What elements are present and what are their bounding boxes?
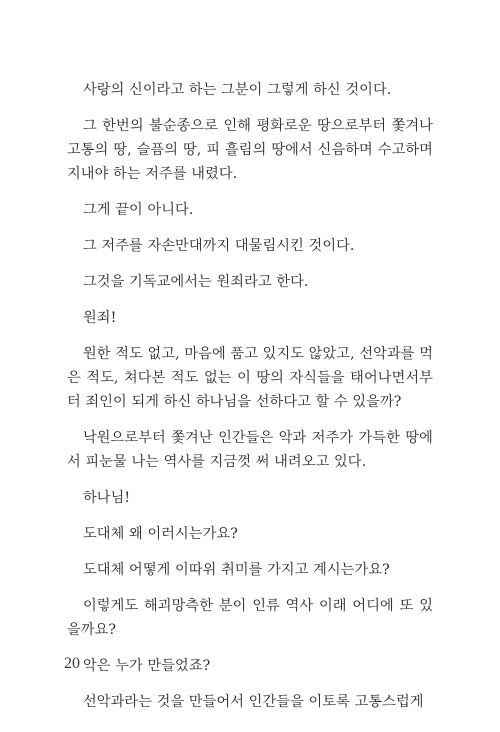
paragraph: 악은 누가 만들었죠? xyxy=(83,658,211,674)
paragraph: 사랑의 신이라고 하는 그분이 그렇게 하신 것이다. xyxy=(83,82,392,98)
paragraph: 하나님! xyxy=(83,490,131,506)
paragraph: 그게 끝이 아니다. xyxy=(83,202,194,218)
paragraph: 그 저주를 자손만대까지 대물림시킨 것이다. xyxy=(83,238,355,254)
paragraph: 낙원으로부터 쫓겨난 인간들은 악과 저주가 가득한 땅에서 피눈물 나는 역사를 지금껏 써 내려오고 있다. xyxy=(67,430,433,470)
paragraph: 선악과라는 것을 만들어서 인간들을 이토록 고통스럽게 xyxy=(83,694,424,710)
paragraph: 도대체 왜 이러시는가요? xyxy=(83,526,238,542)
page-number: 20 xyxy=(64,655,80,672)
paragraph: 그것을 기독교에서는 원죄라고 한다. xyxy=(83,274,309,290)
paragraph: 이렇게도 해괴망측한 분이 인류 역사 이래 어디에 또 있을까요? xyxy=(67,598,433,638)
paragraph: 원죄! xyxy=(83,310,117,326)
paragraph: 도대체 어떻게 이따위 취미를 가지고 계시는가요? xyxy=(83,562,390,578)
paragraph: 그 한번의 불순종으로 인해 평화로운 땅으로부터 쫓겨나 고통의 땅, 슬픔의 땅, 피 흘림의 땅에서 신음하며 수고하며 지내야 하는 저주를 내렸다. xyxy=(67,118,433,182)
paragraph: 원한 적도 없고, 마음에 품고 있지도 않았고, 선악과를 먹은 적도, 쳐다본 적도 없는 이 땅의 자식들을 태어나면서부터 죄인이 되게 하신 하나님을 선하다고 할 수 있을까? xyxy=(67,346,433,410)
body-text xyxy=(67,78,433,726)
